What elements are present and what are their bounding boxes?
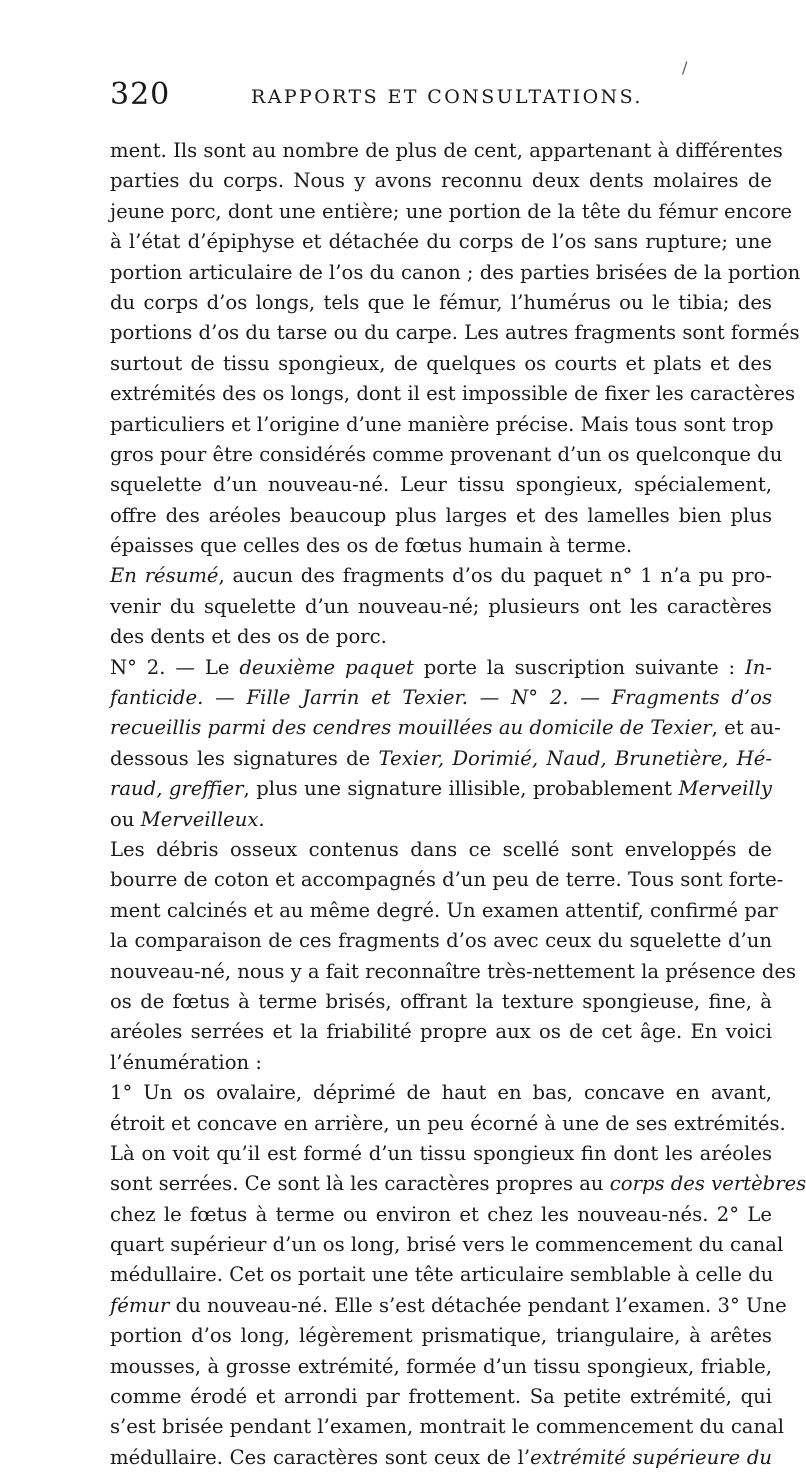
text-line: [110, 166, 772, 196]
text-line: [110, 1321, 772, 1351]
text-run: ment calcinés et au même degré. Un examen attentif, confirmé par: [110, 898, 778, 922]
running-title: RAPPORTS ET CONSULTATIONS.: [251, 86, 643, 108]
text-run: porte la suscription suivante :: [413, 655, 746, 679]
text-line: [110, 957, 797, 987]
body-text: [110, 136, 806, 1473]
text-run: portions d’os du tarse ou du carpe. Les autres fragments sont formés: [110, 321, 800, 345]
text-run: Les débris osseux contenus dans ce scellé sont enveloppés de: [110, 837, 772, 861]
italic-text: corps des vertèbres: [609, 1172, 806, 1196]
text-run: parties du corps. Nous y avons reconnu deux dents molaires de: [110, 169, 772, 193]
italic-text: Merveilly: [678, 777, 772, 801]
text-line: [110, 1109, 786, 1139]
text-line: [110, 744, 772, 774]
text-line: [110, 683, 772, 713]
italic-text: In-: [745, 655, 773, 679]
text-run: chez le fœtus à terme ou environ et chez les nouveau-nés. 2° Le: [110, 1202, 772, 1226]
text-line: [110, 1230, 784, 1260]
text-run: médullaire. Ces caractères sont ceux de l’: [110, 1445, 531, 1469]
text-line: [110, 410, 772, 440]
text-run: mousses, à grosse extrémité, formée d’un tissu spongieux, friable,: [110, 1354, 772, 1378]
text-run: portion d’os long, légèrement prismatique, triangulaire, à arêtes: [110, 1324, 772, 1348]
text-line: [110, 440, 783, 470]
text-line: [110, 622, 772, 652]
text-run: l’énumération :: [110, 1050, 262, 1074]
text-run: , plus une signature illisible, probablement: [243, 777, 679, 801]
text-line: [110, 379, 796, 409]
text-line: [110, 592, 772, 622]
text-line: [110, 561, 772, 591]
text-run: étroit et concave en arrière, un peu écorné à une de ses extrémités.: [110, 1111, 786, 1135]
text-run: des dents et des os de porc.: [110, 625, 387, 649]
text-line: [110, 531, 772, 561]
text-line: [110, 805, 772, 835]
italic-text: Merveilleux.: [140, 807, 265, 831]
text-run: jeune porc, dont une entière; une portion de la tête du fémur encore: [110, 199, 792, 223]
text-line: [110, 865, 784, 895]
text-line: [110, 136, 783, 166]
text-run: la comparaison de ces fragments d’os avec ceux du squelette d’un: [110, 929, 772, 953]
text-run: gros pour être considérés comme provenant d’un os quelconque du: [110, 442, 783, 466]
text-run: bourre de coton et accompagnés d’un peu de terre. Tous sont forte-: [110, 868, 784, 892]
text-run: du corps d’os longs, tels que le fémur, l’humérus ou le tibia; des: [110, 290, 772, 314]
italic-text: raud, greffier: [110, 777, 244, 801]
text-run: dessous les signatures de: [110, 746, 379, 770]
italic-text: extrémité supérieure du: [530, 1445, 772, 1469]
text-run: à l’état d’épiphyse et détachée du corps de l’os sans rupture; une: [110, 230, 772, 254]
text-run: N° 2. — Le: [110, 655, 240, 679]
text-line: [110, 926, 772, 956]
text-line: [110, 1291, 787, 1321]
text-run: comme érodé et arrondi par frottement. Sa petite extrémité, qui: [110, 1385, 772, 1409]
text-line: [110, 1048, 772, 1078]
text-line: [110, 713, 781, 743]
text-line: [110, 1412, 785, 1442]
page-header: [110, 77, 710, 117]
text-line: [110, 197, 792, 227]
text-line: [110, 1260, 772, 1290]
italic-text: Texier, Dorimié, Naud, Brunetière, Hé-: [378, 746, 772, 770]
text-run: épaisses que celles des os de fœtus humain à terme.: [110, 534, 633, 558]
text-line: [110, 1169, 806, 1199]
text-line: [110, 1382, 772, 1412]
text-run: sont serrées. Ce sont là les caractères propres au: [110, 1172, 610, 1196]
text-run: Là on voit qu’il est formé d’un tissu spongieux fin dont les aréoles: [110, 1141, 772, 1165]
text-line: [110, 1200, 772, 1230]
text-line: [110, 1017, 772, 1047]
text-line: [110, 470, 772, 500]
text-run: du nouveau-né. Elle s’est détachée pendant l’examen. 3° Une: [169, 1293, 787, 1317]
text-line: [110, 318, 800, 348]
text-line: [110, 1139, 772, 1169]
text-line: [110, 258, 801, 288]
text-run: ou: [110, 807, 141, 831]
text-line: [110, 896, 778, 926]
text-line: [110, 835, 772, 865]
text-run: , aucun des fragments d’os du paquet n° 1 n’a pu pro-: [218, 564, 772, 588]
text-run: surtout de tissu spongieux, de quelques os courts et plats et des: [110, 351, 772, 375]
text-run: os de fœtus à terme brisés, offrant la texture spongieuse, fine, à: [110, 989, 772, 1013]
text-line: [110, 1352, 772, 1382]
text-run: nouveau-né, nous y a fait reconnaître très-nettement la présence des: [110, 959, 797, 983]
text-run: quart supérieur d’un os long, brisé vers le commencement du canal: [110, 1233, 784, 1257]
text-line: [110, 1078, 772, 1108]
text-run: extrémités des os longs, dont il est impossible de fixer les caractères: [110, 382, 796, 406]
italic-text: recueillis parmi des cendres mouillées au domicile de Texier: [110, 716, 712, 740]
text-line: [110, 349, 772, 379]
text-run: venir du squelette d’un nouveau-né; plusieurs ont les caractères: [110, 594, 772, 618]
italic-text: deuxième paquet: [239, 655, 414, 679]
text-line: [110, 227, 772, 257]
text-run: s’est brisée pendant l’examen, montrait le commencement du canal: [110, 1415, 785, 1439]
text-line: [110, 1443, 772, 1473]
text-run: portion articulaire de l’os du canon ; des parties brisées de la portion: [110, 260, 801, 284]
italic-text: fanticide. — Fille Jarrin et Texier. — N° 2. — Fragments d’os: [110, 686, 772, 710]
text-line: [110, 774, 772, 804]
italic-text: fémur: [110, 1293, 170, 1317]
text-run: médullaire. Cet os portait une tête articulaire semblable à celle du: [110, 1263, 774, 1287]
text-line: [110, 501, 772, 531]
text-run: aréoles serrées et la friabilité propre aux os de cet âge. En voici: [110, 1020, 772, 1044]
page-number: 320: [110, 77, 171, 112]
text-run: squelette d’un nouveau-né. Leur tissu spongieux, spécialement,: [110, 473, 772, 497]
italic-text: En résumé: [110, 564, 219, 588]
text-run: , et au-: [711, 716, 781, 740]
text-line: [110, 653, 772, 683]
text-line: [110, 288, 772, 318]
text-run: particuliers et l’origine d’une manière précise. Mais tous sont trop: [110, 412, 774, 436]
text-line: [110, 987, 772, 1017]
text-run: ment. Ils sont au nombre de plus de cent, appartenant à différentes: [110, 139, 783, 162]
corner-mark: /: [682, 58, 688, 77]
text-run: offre des aréoles beaucoup plus larges et des lamelles bien plus: [110, 503, 772, 527]
text-run: 1° Un os ovalaire, déprimé de haut en bas, concave en avant,: [110, 1081, 772, 1105]
